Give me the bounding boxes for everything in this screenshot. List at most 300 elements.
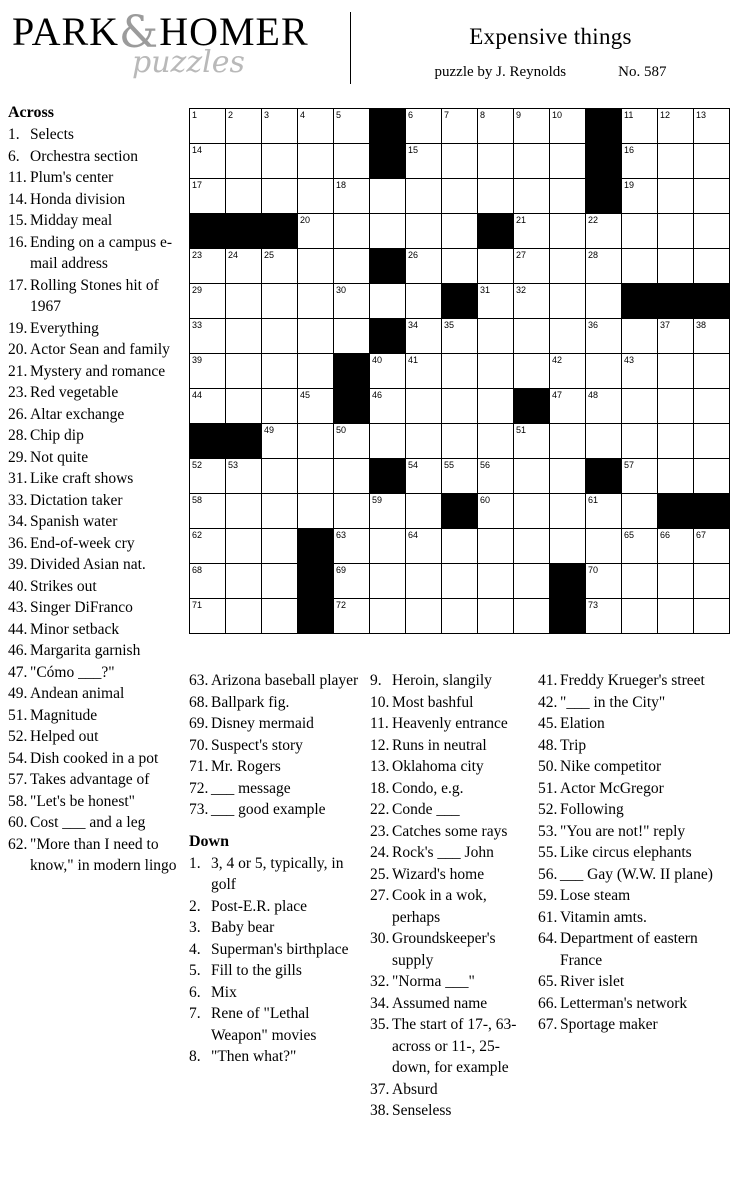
grid-cell[interactable] — [550, 424, 586, 459]
clue-item[interactable] — [8, 275, 184, 318]
clue-item[interactable] — [189, 756, 361, 778]
grid-cell[interactable] — [226, 284, 262, 319]
grid-cell[interactable] — [190, 354, 226, 389]
grid-cell[interactable] — [406, 459, 442, 494]
clue-item[interactable] — [8, 232, 184, 275]
clue-number: 45. — [538, 715, 558, 732]
grid-cell[interactable] — [658, 109, 694, 144]
grid-cell[interactable] — [334, 249, 370, 284]
clue-item[interactable] — [189, 939, 361, 961]
grid-cell[interactable] — [190, 459, 226, 494]
grid-cell[interactable] — [334, 109, 370, 144]
grid-cell[interactable] — [514, 214, 550, 249]
clue-item[interactable] — [370, 1079, 535, 1101]
clue-item[interactable] — [370, 864, 535, 886]
clue-item[interactable] — [8, 361, 184, 383]
grid-cell[interactable] — [370, 389, 406, 424]
clue-text: Like circus elephants — [560, 844, 692, 861]
grid-cell[interactable] — [298, 389, 334, 424]
clue-item[interactable] — [189, 778, 361, 800]
grid-cell[interactable] — [658, 179, 694, 214]
clue-item[interactable] — [8, 490, 184, 512]
clue-number: 36. — [8, 534, 28, 552]
grid-cell[interactable] — [478, 599, 514, 634]
clue-item[interactable] — [538, 799, 728, 821]
clue-text: Minor setback — [30, 620, 120, 638]
clue-item[interactable] — [538, 735, 728, 757]
clue-item[interactable] — [370, 821, 535, 843]
grid-cell[interactable] — [262, 144, 298, 179]
grid-cell[interactable] — [190, 494, 226, 529]
grid-cell[interactable] — [334, 284, 370, 319]
grid-cell[interactable] — [262, 599, 298, 634]
clue-item[interactable] — [189, 1046, 361, 1068]
grid-cell[interactable] — [442, 529, 478, 564]
grid-cell[interactable] — [586, 214, 622, 249]
grid-cell[interactable] — [550, 319, 586, 354]
grid-cell[interactable] — [190, 144, 226, 179]
grid-cell[interactable] — [622, 179, 658, 214]
clue-item[interactable] — [8, 597, 184, 619]
crossword-grid[interactable] — [189, 108, 730, 634]
grid-cell[interactable] — [298, 214, 334, 249]
grid-cell[interactable] — [442, 249, 478, 284]
grid-cell[interactable] — [586, 284, 622, 319]
grid-cell[interactable] — [658, 214, 694, 249]
grid-cell[interactable] — [190, 109, 226, 144]
clue-item[interactable] — [8, 468, 184, 490]
grid-cell[interactable] — [694, 144, 730, 179]
clue-item[interactable] — [538, 670, 728, 692]
clue-item[interactable] — [370, 713, 535, 735]
grid-cell[interactable] — [694, 179, 730, 214]
grid-cell[interactable] — [226, 459, 262, 494]
grid-cell[interactable] — [694, 109, 730, 144]
grid-cell[interactable] — [334, 179, 370, 214]
grid-cell[interactable] — [370, 179, 406, 214]
grid-cell[interactable] — [226, 529, 262, 564]
grid-cell[interactable] — [586, 424, 622, 459]
grid-cell[interactable] — [658, 424, 694, 459]
grid-cell[interactable] — [442, 179, 478, 214]
grid-cell[interactable] — [586, 529, 622, 564]
grid-cell[interactable] — [586, 319, 622, 354]
clue-item[interactable] — [370, 692, 535, 714]
clue-item[interactable] — [8, 748, 184, 770]
clue-item[interactable] — [8, 382, 184, 404]
grid-cell[interactable] — [442, 144, 478, 179]
grid-cell[interactable] — [370, 599, 406, 634]
grid-cell[interactable] — [658, 249, 694, 284]
grid-cell[interactable] — [586, 564, 622, 599]
grid-cell-number: 15 — [408, 145, 419, 155]
grid-cell[interactable] — [334, 529, 370, 564]
grid-cell[interactable] — [226, 249, 262, 284]
clue-item[interactable] — [8, 167, 184, 189]
grid-cell[interactable] — [442, 424, 478, 459]
clue-text: Mystery and romance — [30, 362, 166, 380]
clue-item[interactable] — [538, 821, 728, 843]
clue-item[interactable] — [370, 993, 535, 1015]
grid-cell[interactable] — [370, 284, 406, 319]
grid-cell[interactable] — [514, 144, 550, 179]
clue-item[interactable] — [8, 726, 184, 748]
clue-item[interactable] — [538, 885, 728, 907]
clue-text: Freddy Krueger's street — [560, 672, 705, 689]
grid-cell[interactable] — [514, 494, 550, 529]
grid-cell[interactable] — [334, 494, 370, 529]
grid-cell[interactable] — [658, 599, 694, 634]
clue-item[interactable] — [8, 576, 184, 598]
grid-cell[interactable] — [370, 529, 406, 564]
grid-cell[interactable] — [586, 249, 622, 284]
grid-cell[interactable] — [514, 319, 550, 354]
grid-cell[interactable] — [262, 529, 298, 564]
grid-cell[interactable] — [190, 249, 226, 284]
grid-cell[interactable] — [298, 144, 334, 179]
clue-item[interactable] — [8, 146, 184, 168]
grid-cell[interactable] — [190, 284, 226, 319]
clue-item[interactable] — [8, 640, 184, 662]
clue-item[interactable] — [370, 1100, 535, 1122]
clue-item[interactable] — [189, 1003, 361, 1046]
grid-cell[interactable] — [190, 599, 226, 634]
grid-cell-block — [658, 284, 694, 319]
grid-cell[interactable] — [622, 354, 658, 389]
grid-cell[interactable] — [190, 564, 226, 599]
grid-cell[interactable] — [478, 494, 514, 529]
clue-item[interactable] — [189, 692, 361, 714]
grid-cell[interactable] — [478, 179, 514, 214]
clue-item[interactable] — [8, 425, 184, 447]
grid-cell[interactable] — [442, 564, 478, 599]
grid-cell[interactable] — [586, 389, 622, 424]
clue-item[interactable] — [8, 447, 184, 469]
grid-cell[interactable] — [370, 424, 406, 459]
clue-item[interactable] — [8, 339, 184, 361]
grid-cell[interactable] — [226, 109, 262, 144]
grid-cell[interactable] — [226, 319, 262, 354]
grid-cell[interactable] — [478, 424, 514, 459]
grid-cell[interactable] — [622, 599, 658, 634]
grid-cell[interactable] — [550, 179, 586, 214]
grid-cell[interactable] — [262, 389, 298, 424]
grid-cell[interactable] — [514, 179, 550, 214]
grid-cell[interactable] — [442, 389, 478, 424]
clue-item[interactable] — [370, 928, 535, 971]
clue-item[interactable] — [8, 812, 184, 834]
grid-table[interactable] — [189, 108, 730, 634]
clue-item[interactable] — [370, 842, 535, 864]
clue-text: Cook in a wok, perhaps — [392, 887, 487, 926]
grid-cell[interactable] — [298, 249, 334, 284]
clue-number: 24. — [370, 844, 390, 861]
clue-item[interactable] — [538, 713, 728, 735]
clue-item[interactable] — [8, 791, 184, 813]
grid-cell[interactable] — [298, 179, 334, 214]
grid-cell[interactable] — [586, 354, 622, 389]
grid-cell[interactable] — [298, 459, 334, 494]
grid-cell[interactable] — [334, 564, 370, 599]
grid-cell[interactable] — [550, 284, 586, 319]
grid-cell[interactable] — [334, 424, 370, 459]
clue-item[interactable] — [538, 842, 728, 864]
grid-cell[interactable] — [406, 144, 442, 179]
clue-text: Singer DiFranco — [30, 599, 133, 616]
clue-item[interactable] — [538, 928, 728, 971]
grid-cell[interactable] — [514, 529, 550, 564]
grid-cell[interactable] — [190, 319, 226, 354]
grid-cell[interactable] — [334, 599, 370, 634]
grid-cell[interactable] — [226, 144, 262, 179]
clue-item[interactable] — [370, 971, 535, 993]
grid-cell[interactable] — [406, 249, 442, 284]
grid-cell[interactable] — [226, 179, 262, 214]
grid-cell[interactable] — [298, 354, 334, 389]
grid-cell[interactable] — [442, 599, 478, 634]
clue-item[interactable] — [538, 756, 728, 778]
clue-item[interactable] — [370, 756, 535, 778]
grid-cell-number: 16 — [624, 145, 635, 155]
grid-cell[interactable] — [694, 249, 730, 284]
grid-row — [190, 354, 730, 389]
grid-cell[interactable] — [442, 319, 478, 354]
grid-cell[interactable] — [514, 459, 550, 494]
grid-cell[interactable] — [262, 494, 298, 529]
grid-cell[interactable] — [478, 319, 514, 354]
grid-cell[interactable] — [406, 319, 442, 354]
clue-item[interactable] — [8, 404, 184, 426]
grid-cell[interactable] — [190, 389, 226, 424]
grid-cell[interactable] — [478, 389, 514, 424]
clue-item[interactable] — [538, 692, 728, 714]
grid-cell[interactable] — [406, 179, 442, 214]
grid-cell[interactable] — [550, 249, 586, 284]
grid-cell[interactable] — [622, 319, 658, 354]
grid-cell[interactable] — [514, 284, 550, 319]
grid-cell[interactable] — [478, 249, 514, 284]
clue-number: 65. — [538, 973, 558, 990]
grid-cell[interactable] — [262, 319, 298, 354]
grid-cell[interactable] — [514, 599, 550, 634]
grid-cell[interactable] — [190, 179, 226, 214]
clue-item[interactable] — [370, 799, 535, 821]
grid-cell[interactable] — [514, 354, 550, 389]
grid-cell[interactable] — [226, 389, 262, 424]
grid-cell[interactable] — [550, 109, 586, 144]
clue-item[interactable] — [538, 778, 728, 800]
grid-cell[interactable] — [370, 354, 406, 389]
grid-cell[interactable] — [262, 249, 298, 284]
grid-cell[interactable] — [262, 354, 298, 389]
grid-cell[interactable] — [694, 599, 730, 634]
grid-cell[interactable] — [694, 529, 730, 564]
grid-cell[interactable] — [406, 214, 442, 249]
clue-item[interactable] — [189, 917, 361, 939]
grid-cell[interactable] — [478, 459, 514, 494]
grid-cell[interactable] — [262, 179, 298, 214]
grid-cell[interactable] — [694, 564, 730, 599]
grid-cell[interactable] — [298, 424, 334, 459]
grid-cell[interactable] — [694, 424, 730, 459]
grid-cell[interactable] — [622, 494, 658, 529]
clue-text: "You are not!" reply — [560, 822, 686, 840]
clue-number: 35. — [370, 1016, 390, 1033]
clue-item[interactable] — [538, 971, 728, 993]
grid-cell[interactable] — [550, 354, 586, 389]
grid-cell[interactable] — [622, 249, 658, 284]
clue-item[interactable] — [538, 907, 728, 929]
grid-cell[interactable] — [406, 424, 442, 459]
grid-cell[interactable] — [658, 319, 694, 354]
grid-cell[interactable] — [298, 494, 334, 529]
grid-cell[interactable] — [658, 389, 694, 424]
grid-cell-block — [226, 424, 262, 459]
clue-item[interactable] — [8, 769, 184, 791]
clue-item[interactable] — [8, 619, 184, 641]
grid-cell[interactable] — [622, 424, 658, 459]
grid-cell[interactable] — [622, 214, 658, 249]
clue-item[interactable] — [370, 735, 535, 757]
clue-item[interactable] — [8, 511, 184, 533]
clue-item[interactable] — [8, 834, 184, 877]
clue-item[interactable] — [189, 670, 361, 692]
clue-item[interactable] — [8, 554, 184, 576]
grid-cell[interactable] — [226, 599, 262, 634]
grid-cell[interactable] — [370, 494, 406, 529]
grid-cell[interactable] — [370, 214, 406, 249]
grid-cell-block — [262, 214, 298, 249]
grid-cell[interactable] — [226, 494, 262, 529]
grid-cell[interactable] — [370, 564, 406, 599]
grid-cell[interactable] — [298, 284, 334, 319]
clue-item[interactable] — [189, 960, 361, 982]
grid-cell[interactable] — [550, 529, 586, 564]
grid-cell[interactable] — [442, 354, 478, 389]
grid-cell[interactable] — [514, 424, 550, 459]
clue-item[interactable] — [189, 799, 361, 821]
clue-item[interactable] — [538, 993, 728, 1015]
grid-cell[interactable] — [550, 214, 586, 249]
grid-cell[interactable] — [262, 564, 298, 599]
clue-item[interactable] — [370, 778, 535, 800]
grid-cell[interactable] — [586, 494, 622, 529]
grid-cell[interactable] — [262, 284, 298, 319]
clue-item[interactable] — [8, 683, 184, 705]
grid-cell[interactable] — [694, 389, 730, 424]
grid-cell[interactable] — [622, 459, 658, 494]
grid-cell[interactable] — [586, 599, 622, 634]
clue-item[interactable] — [8, 189, 184, 211]
clue-item[interactable] — [538, 864, 728, 886]
grid-cell[interactable] — [658, 564, 694, 599]
grid-cell[interactable] — [334, 144, 370, 179]
grid-cell[interactable] — [478, 564, 514, 599]
grid-cell[interactable] — [550, 389, 586, 424]
grid-cell[interactable] — [694, 459, 730, 494]
grid-cell[interactable] — [406, 109, 442, 144]
grid-cell[interactable] — [658, 354, 694, 389]
clue-item[interactable] — [370, 885, 535, 928]
grid-cell[interactable] — [622, 109, 658, 144]
clue-number: 34. — [370, 994, 390, 1012]
grid-cell[interactable] — [658, 529, 694, 564]
grid-cell[interactable] — [226, 564, 262, 599]
grid-cell[interactable] — [406, 599, 442, 634]
grid-cell[interactable] — [334, 319, 370, 354]
grid-cell[interactable] — [406, 284, 442, 319]
grid-cell[interactable] — [694, 319, 730, 354]
clue-number: 73. — [189, 801, 209, 818]
grid-cell[interactable] — [514, 564, 550, 599]
clue-item[interactable] — [189, 853, 361, 896]
grid-cell[interactable] — [262, 459, 298, 494]
clue-item[interactable] — [8, 533, 184, 555]
grid-cell[interactable] — [658, 144, 694, 179]
grid-cell[interactable] — [406, 564, 442, 599]
grid-cell[interactable] — [442, 214, 478, 249]
grid-cell[interactable] — [298, 109, 334, 144]
clue-item[interactable] — [8, 210, 184, 232]
clue-item[interactable] — [8, 318, 184, 340]
grid-cell[interactable] — [550, 144, 586, 179]
grid-cell[interactable] — [694, 214, 730, 249]
clue-item[interactable] — [8, 662, 184, 684]
clue-text: Not quite — [30, 448, 89, 466]
grid-cell[interactable] — [406, 529, 442, 564]
grid-cell[interactable] — [442, 109, 478, 144]
grid-cell[interactable] — [514, 109, 550, 144]
grid-cell[interactable] — [406, 389, 442, 424]
grid-cell[interactable] — [262, 424, 298, 459]
grid-cell[interactable] — [262, 109, 298, 144]
grid-cell[interactable] — [478, 284, 514, 319]
grid-cell[interactable] — [478, 529, 514, 564]
clue-text: Nike competitor — [560, 758, 662, 775]
grid-cell[interactable] — [478, 144, 514, 179]
grid-cell[interactable] — [298, 319, 334, 354]
clue-item[interactable] — [189, 713, 361, 735]
grid-cell[interactable] — [658, 459, 694, 494]
clue-item[interactable] — [538, 1014, 728, 1036]
grid-cell[interactable] — [226, 354, 262, 389]
grid-cell[interactable] — [550, 494, 586, 529]
clue-item[interactable] — [370, 1014, 535, 1079]
clue-item[interactable] — [8, 705, 184, 727]
grid-cell[interactable] — [622, 144, 658, 179]
grid-cell[interactable] — [478, 109, 514, 144]
clue-item[interactable] — [189, 982, 361, 1004]
grid-cell[interactable] — [478, 354, 514, 389]
clue-item[interactable] — [8, 124, 184, 146]
clue-item[interactable] — [189, 896, 361, 918]
clue-item[interactable] — [370, 670, 535, 692]
grid-cell[interactable] — [514, 249, 550, 284]
grid-cell[interactable] — [190, 529, 226, 564]
clue-item[interactable] — [189, 735, 361, 757]
grid-cell[interactable] — [334, 459, 370, 494]
grid-cell[interactable] — [442, 459, 478, 494]
grid-cell[interactable] — [406, 354, 442, 389]
grid-cell[interactable] — [550, 459, 586, 494]
grid-cell[interactable] — [694, 354, 730, 389]
grid-cell[interactable] — [406, 494, 442, 529]
grid-cell[interactable] — [622, 389, 658, 424]
grid-cell[interactable] — [622, 529, 658, 564]
grid-cell[interactable] — [334, 214, 370, 249]
grid-cell-number: 66 — [660, 530, 671, 540]
grid-cell[interactable] — [622, 564, 658, 599]
